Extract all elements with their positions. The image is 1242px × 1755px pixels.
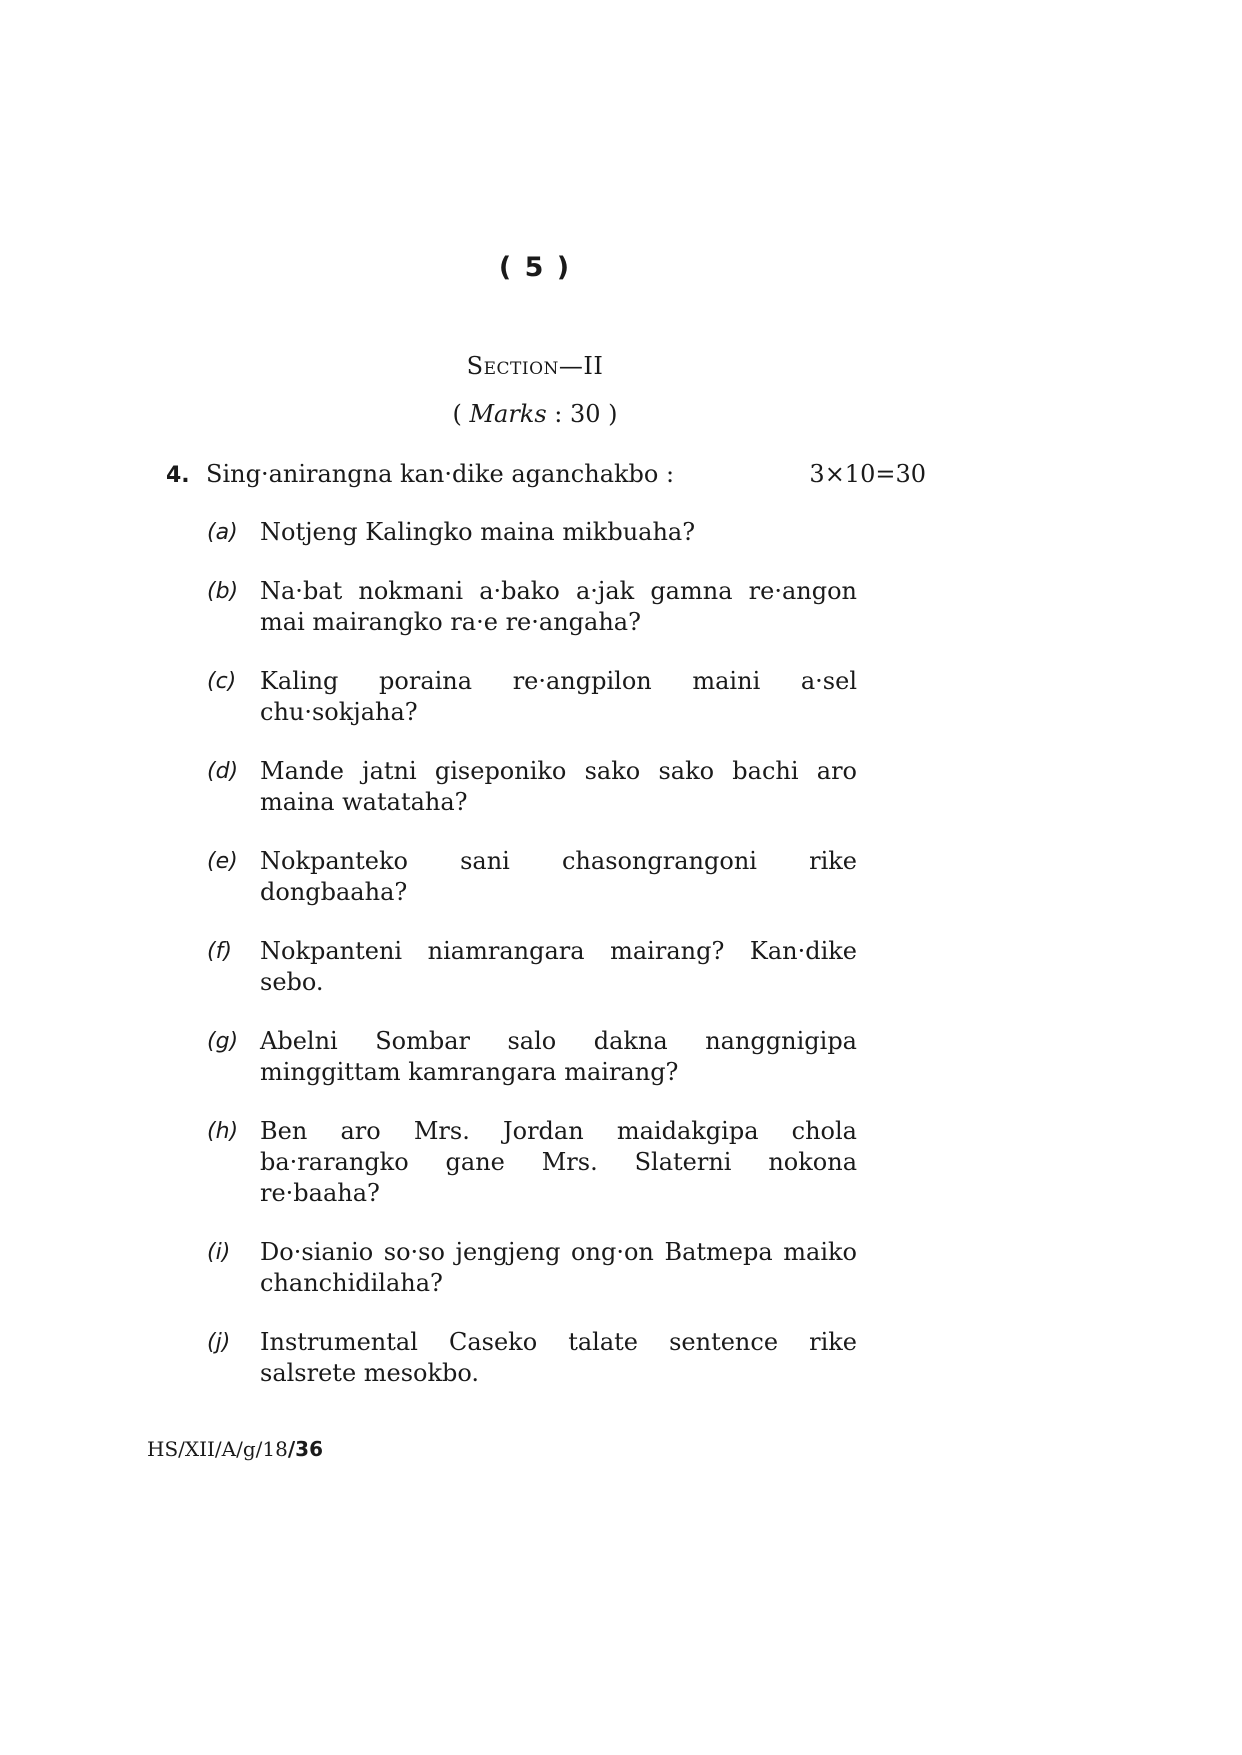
sub-question-letter: (f): [207, 939, 232, 964]
page-number: ( 5 ): [498, 252, 572, 283]
sub-question: [207, 666, 857, 728]
sub-question-text: Notjeng Kalingko maina mikbuaha?: [260, 518, 696, 546]
paper-code-text: HS/XII/A/g/18: [147, 1437, 288, 1461]
sub-question-letter: (i): [207, 1240, 231, 1265]
sub-question-list: [207, 517, 857, 1417]
sub-question: [207, 517, 857, 548]
question-instruction: Sing·anirangna kan·dike aganchakbo :: [206, 460, 675, 488]
sub-question-text: Do·sianio so·so jengjeng ong·on Batmepa maiko chanchidilaha?: [260, 1238, 857, 1297]
question-number: 4.: [166, 463, 190, 488]
sub-question: [207, 846, 857, 908]
sub-question-text: Abelni Sombar salo dakna nanggnigipa minggittam kamrangara mairang?: [260, 1027, 857, 1086]
sub-question: [207, 936, 857, 998]
sub-question-letter: (c): [207, 669, 237, 694]
sub-question-letter: (g): [207, 1029, 239, 1054]
sub-question-text: Instrumental Caseko talate sentence rike salsrete mesokbo.: [260, 1328, 857, 1387]
sub-question: [207, 576, 857, 638]
paper-code: [147, 1437, 323, 1461]
sub-question: [207, 756, 857, 818]
sub-question: [207, 1237, 857, 1299]
sub-question-letter: (j): [207, 1330, 231, 1355]
marks-label: Marks: [469, 400, 547, 428]
sub-question-letter: (e): [207, 849, 238, 874]
sub-question: [207, 1116, 857, 1209]
sub-question-text: Nokpanteni niamrangara mairang? Kan·dike sebo.: [260, 937, 857, 996]
question-total-marks: 3×10=30: [809, 460, 926, 488]
sub-question-text: Nokpanteko sani chasongrangoni rike dongbaaha?: [260, 847, 857, 906]
sub-question-letter: (h): [207, 1119, 239, 1144]
sub-question-text: Kaling poraina re·angpilon maini a·sel chu·sokjaha?: [260, 667, 857, 726]
sub-question-letter: (a): [207, 520, 238, 545]
sub-question: [207, 1327, 857, 1389]
section-marks: [0, 400, 1070, 428]
sub-question-letter: (b): [207, 579, 239, 604]
question-header: [166, 458, 926, 492]
section-title: Section—II: [466, 352, 604, 380]
marks-open: (: [452, 400, 470, 428]
sub-question-text: Na·bat nokmani a·bako a·jak gamna re·angon mai mairangko ra·e re·angaha?: [260, 577, 857, 636]
sub-question-text: Mande jatni giseponiko sako sako bachi aro maina watataha?: [260, 757, 857, 816]
marks-value: : 30 ): [546, 400, 618, 428]
paper-code-number: /36: [287, 1437, 323, 1461]
sub-question-letter: (d): [207, 759, 239, 784]
sub-question-text: Ben aro Mrs. Jordan maidakgipa chola ba·rarangko gane Mrs. Slaterni nokona re·baaha?: [260, 1117, 857, 1207]
sub-question: [207, 1026, 857, 1088]
